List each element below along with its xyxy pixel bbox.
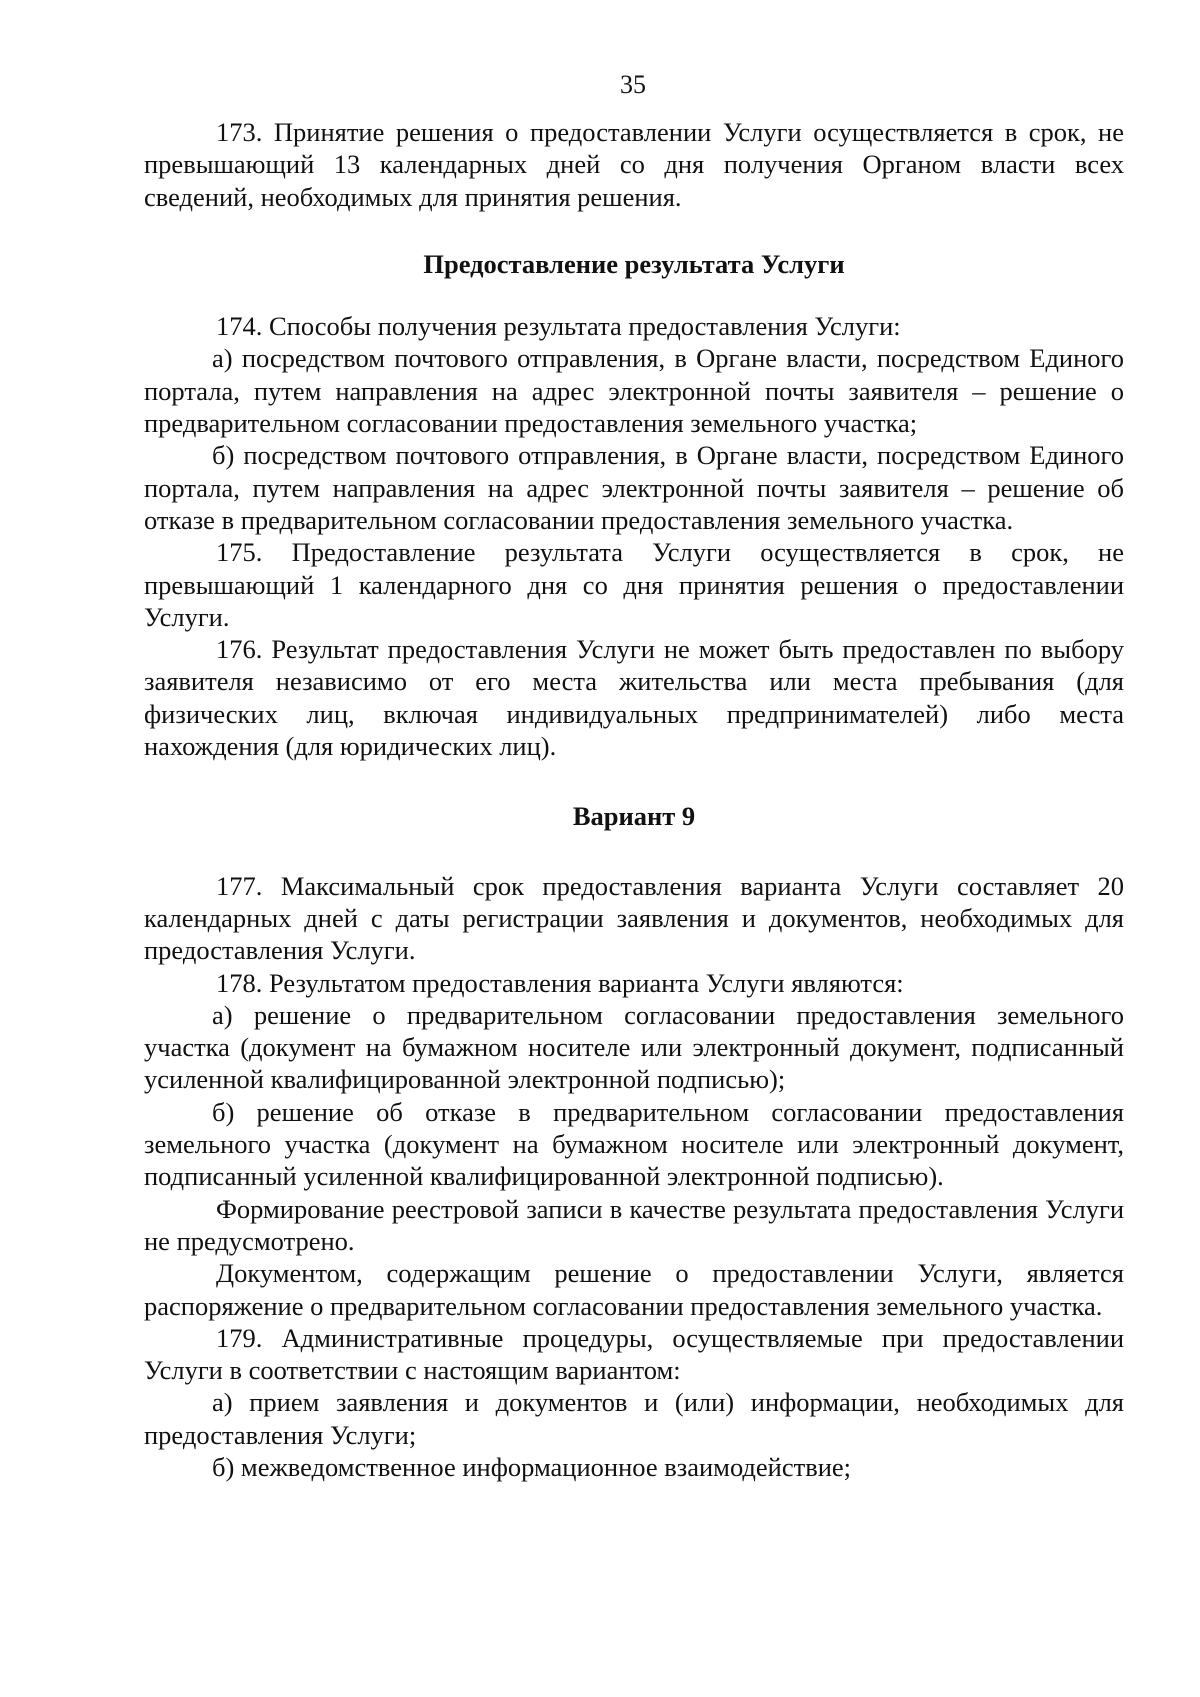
document-body: [144, 116, 1124, 1483]
paragraph-174: 174. Способы получения результата предоставления Услуги:: [216, 311, 901, 342]
paragraph-178-b: б) решение об отказе в предварительном согласовании предоставления земельного участка (документ на бумажном носителе или электронный документ, подписанный усиленной квалифицированной электронной подписью).: [144, 1096, 1124, 1192]
paragraph-178: 178. Результатом предоставления варианта Услуги являются:: [216, 967, 904, 998]
paragraph-179-a: а) прием заявления и документов и (или) информации, необходимых для предоставления Услуги;: [144, 1387, 1124, 1450]
paragraph-179: 179. Административные процедуры, осуществляемые при предоставлении Услуги в соответствии с настоящим вариантом:: [144, 1322, 1124, 1386]
paragraph-178-a: а) решение о предварительном согласовании предоставления земельного участка (документ на бумажном носителе или электронный документ, подписанный усиленной квалифицированной электронной подписью);: [144, 999, 1124, 1095]
paragraph-174-b: б) посредством почтового отправления, в Органе власти, посредством Единого портала, путем направления на адрес электронной почты заявителя – решение об отказе в предварительном согласовании предоставления земельного участка.: [144, 440, 1124, 535]
paragraph-decision-document: Документом, содержащим решение о предоставлении Услуги, является распоряжение о предварительном согласовании предоставления земельного участка.: [144, 1258, 1124, 1321]
paragraph-179-b: б) межведомственное информационное взаимодействие;: [212, 1451, 852, 1482]
page-number: 35: [620, 70, 646, 99]
paragraph-176: 176. Результат предоставления Услуги не может быть предоставлен по выбору заявителя независимо от его места жительства или места пребывания (для физических лиц, включая индивидуальных предпринимателей) либо места нахождения (для юридических лиц).: [144, 634, 1124, 762]
paragraph-173: 173. Принятие решения о предоставлении Услуги осуществляется в срок, не превышающий 13 календарных дней со дня получения Органом власти всех сведений, необходимых для принятия решения.: [144, 117, 1124, 212]
paragraph-175: 175. Предоставление результата Услуги осуществляется в срок, не превышающий 1 календарного дня со дня принятия решения о предоставлении Услуги.: [144, 537, 1124, 632]
section-heading-variant-9: Вариант 9: [572, 801, 696, 832]
paragraph-177: 177. Максимальный срок предоставления варианта Услуги составляет 20 календарных дней с даты регистрации заявления и документов, необходимых для предоставления Услуги.: [144, 870, 1124, 966]
paragraph-registry-record: Формирование реестровой записи в качестве результата предоставления Услуги не предусмотрено.: [144, 1193, 1124, 1256]
section-heading-result: Предоставление результата Услуги: [423, 248, 845, 279]
paragraph-174-a: а) посредством почтового отправления, в Органе власти, посредством Единого портала, путем направления на адрес электронной почты заявителя – решение о предварительном согласовании предоставления земельного участка;: [144, 343, 1124, 439]
